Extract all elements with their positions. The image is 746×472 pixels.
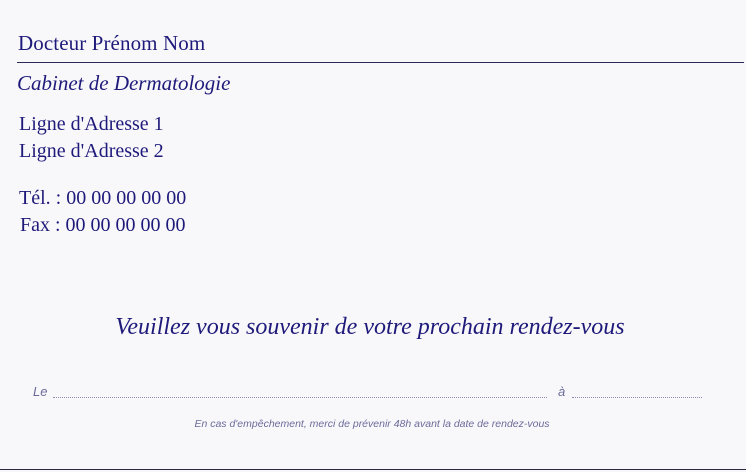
date-label: Le [33, 384, 48, 399]
header-divider [17, 62, 744, 63]
bottom-divider [0, 469, 746, 470]
fax-number: Fax : 00 00 00 00 00 [20, 214, 186, 236]
reminder-text: Veuillez vous souvenir de votre prochain rendez-vous [115, 314, 625, 340]
address-line-1: Ligne d'Adresse 1 [19, 113, 164, 135]
date-field-line[interactable] [53, 397, 547, 398]
doctor-name: Docteur Prénom Nom [18, 31, 206, 55]
time-label: à [558, 384, 566, 399]
address-line-2: Ligne d'Adresse 2 [19, 140, 164, 162]
phone-number: Tél. : 00 00 00 00 00 [19, 187, 187, 209]
time-field-line[interactable] [572, 397, 702, 398]
reminder-heading [0, 314, 746, 341]
practice-specialty: Cabinet de Dermatologie [17, 71, 231, 95]
cancellation-notice-text: En cas d'empêchement, merci de prévenir 48h avant la date de rendez-vous [194, 418, 550, 430]
cancellation-notice [0, 418, 746, 430]
